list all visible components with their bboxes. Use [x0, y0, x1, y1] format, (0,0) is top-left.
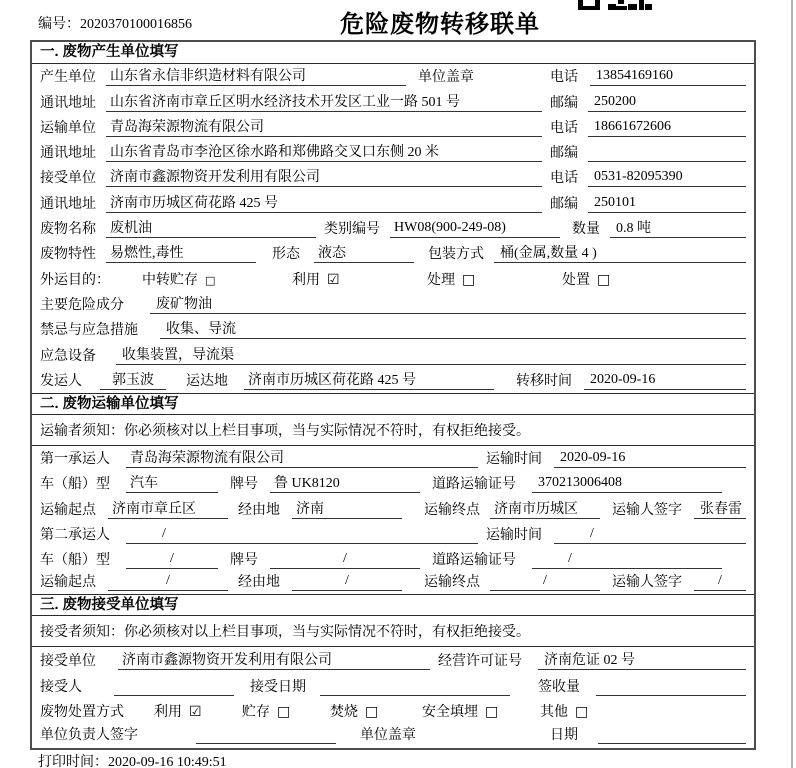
- permit-label: 经营许可证号: [438, 654, 522, 670]
- addr2-label: 通讯地址: [40, 146, 96, 162]
- via1-value: 济南: [292, 498, 402, 519]
- disposal-option-utilize: 利用 ☑: [154, 704, 202, 721]
- qr-code-icon: [578, 0, 652, 11]
- time1-label: 运输时间: [486, 452, 542, 468]
- producer-value: 山东省永信非织造材料有限公司: [106, 65, 406, 86]
- receiver-label: 接受单位: [40, 171, 96, 187]
- origin2-value: /: [108, 573, 228, 591]
- carrier2-value: /: [126, 526, 478, 544]
- row-vehicle2: [32, 547, 754, 572]
- form-label: 形态: [272, 247, 300, 263]
- purpose-label: 外运目的：: [40, 272, 110, 288]
- disposal-label: 废物处置方式: [40, 705, 124, 721]
- vehicle2-label: 车（船）型: [40, 553, 110, 569]
- checkbox-disposal-store: □: [277, 704, 291, 721]
- receiver-value: 济南市鑫源物资开发利用有限公司: [106, 166, 542, 187]
- equipment-label: 应急设备: [40, 348, 96, 364]
- license1-label: 道路运输证号: [432, 477, 516, 493]
- producer-label: 产生单位: [40, 70, 96, 86]
- dest-value: 济南市历城区荷花路 425 号: [244, 369, 494, 390]
- purpose-option-dispose: 处置 □: [562, 271, 611, 288]
- transporter-label: 运输单位: [40, 120, 96, 136]
- hazard-label: 主要危险成分: [40, 297, 124, 313]
- carrier1-value: 青岛海荣源物流有限公司: [126, 447, 478, 468]
- date-label: 日期: [550, 728, 578, 744]
- print-time-line: [38, 751, 227, 768]
- section3-notice: 接受者须知：你必须核对以上栏目事项，当与实际情况不符时，有权拒绝接受。: [32, 616, 754, 647]
- serial-label: 编号：: [38, 17, 80, 32]
- category-label: 类别编号: [324, 222, 380, 238]
- checkbox-transfer-storage: □: [205, 273, 216, 287]
- zip1-value: 250200: [588, 94, 746, 112]
- end2-label: 运输终点: [424, 575, 480, 591]
- time2-value: /: [554, 526, 746, 544]
- phone2-label: 电话: [550, 120, 578, 136]
- emergency-label: 禁忌与应急措施: [40, 323, 138, 339]
- waste-name-value: 废机油: [106, 217, 316, 238]
- sign1-value: 张春雷: [694, 498, 746, 519]
- zip2-label: 邮编: [550, 146, 578, 162]
- disposal-option-incinerate: 焚烧 □: [330, 704, 379, 721]
- purpose-option-treat: 处理 □: [427, 271, 476, 288]
- row-consignor: [32, 368, 754, 393]
- row-accept-unit: [32, 647, 754, 673]
- acceptor-value: [114, 678, 234, 696]
- addr1-value: 山东省济南市章丘区明水经济技术开发区工业一路 501 号: [106, 91, 542, 112]
- transporter-value: 青岛海荣源物流有限公司: [106, 116, 542, 137]
- permit-value: 济南危证 02 号: [538, 649, 746, 670]
- checkbox-disposal-other: □: [575, 704, 589, 721]
- zip1-label: 邮编: [550, 95, 578, 111]
- section3-header: 三. 废物接受单位填写: [32, 594, 754, 616]
- emergency-value: 收集、导流: [160, 318, 746, 339]
- checkbox-utilize: ☑: [327, 271, 340, 288]
- license1-value: 370213006408: [532, 475, 722, 493]
- character-label: 废物特性: [40, 247, 96, 263]
- received-qty-label: 签收量: [538, 680, 580, 696]
- phone1-value: 13854169160: [590, 68, 746, 86]
- sign2-value: /: [694, 573, 746, 591]
- checkbox-dispose: □: [597, 271, 611, 288]
- addr3-label: 通讯地址: [40, 196, 96, 212]
- transfer-date-label: 转移时间: [516, 373, 572, 389]
- received-qty-value: [596, 678, 746, 696]
- page-edge-line: [791, 0, 793, 768]
- plate1-label: 牌号: [230, 477, 258, 493]
- section2-header: 二. 废物运输单位填写: [32, 393, 754, 415]
- row-disposal: [32, 699, 754, 724]
- section2-notice: 运输者须知：你必须核对以上栏目事项，当与实际情况不符时，有权拒绝接受。: [32, 415, 754, 446]
- zip2-value: [588, 144, 746, 162]
- row-hazard: [32, 292, 754, 317]
- row-producer-address: [32, 89, 754, 114]
- plate2-label: 牌号: [230, 553, 258, 569]
- phone3-value: 0531-82095390: [588, 169, 746, 187]
- end2-value: /: [490, 573, 600, 591]
- row-carrier2: [32, 522, 754, 547]
- hazard-value: 废矿物油: [150, 293, 746, 314]
- form-value: 液态: [314, 242, 414, 263]
- quantity-value: 0.8 吨: [610, 217, 746, 238]
- row-waste-name: [32, 216, 754, 241]
- manager-sign-label: 单位负责人签字: [40, 728, 138, 744]
- row-manager-sign: [32, 724, 754, 748]
- category-value: HW08(900-249-08): [390, 220, 560, 238]
- quantity-label: 数量: [572, 222, 600, 238]
- via1-label: 经由地: [238, 502, 280, 518]
- origin2-label: 运输起点: [40, 575, 96, 591]
- phone3-label: 电话: [550, 171, 578, 187]
- row-vehicle1: [32, 471, 754, 496]
- print-time-label: 打印时间：: [38, 755, 108, 768]
- carrier2-label: 第二承运人: [40, 528, 110, 544]
- accept-date-label: 接受日期: [250, 680, 306, 696]
- checkbox-disposal-utilize: ☑: [189, 704, 202, 721]
- row-acceptor: [32, 673, 754, 699]
- waste-name-label: 废物名称: [40, 222, 96, 238]
- time1-value: 2020-09-16: [554, 450, 746, 468]
- addr3-value: 济南市历城区荷花路 425 号: [106, 192, 542, 213]
- acceptor-label: 接受人: [40, 680, 82, 696]
- accept-unit-value: 济南市鑫源物资开发利用有限公司: [118, 649, 430, 670]
- addr1-label: 通讯地址: [40, 95, 96, 111]
- addr2-value: 山东省青岛市李沧区徐水路和郑佛路交叉口东侧 20 米: [106, 141, 542, 162]
- equipment-value: 收集装置，导流渠: [116, 344, 746, 365]
- packing-label: 包装方式: [428, 247, 484, 263]
- accept-date-value: [320, 678, 510, 696]
- unit-seal-label: 单位盖章: [418, 70, 474, 86]
- purpose-option-utilize: 利用 ☑: [292, 271, 340, 288]
- transfer-date-value: 2020-09-16: [584, 372, 746, 390]
- consignor-value: 郭玉波: [100, 369, 166, 390]
- section1-header: 一. 废物产生单位填写: [32, 42, 754, 64]
- disposal-option-store: 贮存 □: [242, 704, 291, 721]
- accept-unit-label: 接受单位: [40, 654, 96, 670]
- license2-value: /: [532, 551, 722, 569]
- row-transporter-address: [32, 140, 754, 165]
- manager-sign-value: [196, 726, 336, 744]
- row-transporter: [32, 115, 754, 140]
- origin1-value: 济南市章丘区: [108, 498, 228, 519]
- row-waste-character: [32, 241, 754, 266]
- consignor-label: 发运人: [40, 373, 82, 389]
- end1-label: 运输终点: [424, 502, 480, 518]
- manifest-form: [30, 40, 756, 750]
- row-purpose: [32, 266, 754, 291]
- disposal-option-other: 其他 □: [540, 704, 589, 721]
- dest-label: 运达地: [186, 373, 228, 389]
- checkbox-disposal-incinerate: □: [365, 704, 379, 721]
- license2-label: 道路运输证号: [432, 553, 516, 569]
- row-route2: [32, 572, 754, 594]
- sign2-label: 运输人签字: [612, 575, 682, 591]
- vehicle1-value: 汽车: [126, 472, 218, 493]
- row-receiver: [32, 165, 754, 190]
- page-title: 危险废物转移联单: [340, 11, 540, 38]
- row-producer: [32, 64, 754, 89]
- row-route1: [32, 496, 754, 521]
- checkbox-disposal-landfill: □: [485, 704, 499, 721]
- checkbox-treat: □: [462, 271, 476, 288]
- vehicle1-label: 车（船）型: [40, 477, 110, 493]
- vehicle2-value: /: [126, 551, 218, 569]
- packing-value: 桶(金属,数量 4 ): [494, 242, 746, 263]
- purpose-option-transfer-storage: 中转贮存 □: [142, 272, 216, 288]
- print-time-value: 2020-09-16 10:49:51: [108, 755, 227, 768]
- character-value: 易燃性,毒性: [106, 242, 256, 263]
- carrier1-label: 第一承运人: [40, 452, 110, 468]
- row-emergency: [32, 317, 754, 342]
- plate1-value: 鲁 UK8120: [270, 472, 420, 493]
- zip3-value: 250101: [588, 195, 746, 213]
- plate2-value: /: [270, 551, 420, 569]
- end1-value: 济南市历城区: [490, 498, 600, 519]
- via2-value: /: [292, 573, 402, 591]
- phone2-value: 18661672606: [588, 119, 746, 137]
- date-value: [598, 726, 746, 744]
- row-equipment: [32, 342, 754, 367]
- origin1-label: 运输起点: [40, 502, 96, 518]
- serial-number: 2020370100016856: [80, 17, 192, 32]
- phone1-label: 电话: [550, 70, 578, 86]
- disposal-option-landfill: 安全填埋 □: [422, 704, 499, 721]
- row-carrier1: [32, 446, 754, 471]
- via2-label: 经由地: [238, 575, 280, 591]
- unit-seal2-label: 单位盖章: [360, 728, 416, 744]
- row-receiver-address: [32, 190, 754, 215]
- time2-label: 运输时间: [486, 528, 542, 544]
- zip3-label: 邮编: [550, 196, 578, 212]
- sign1-label: 运输人签字: [612, 502, 682, 518]
